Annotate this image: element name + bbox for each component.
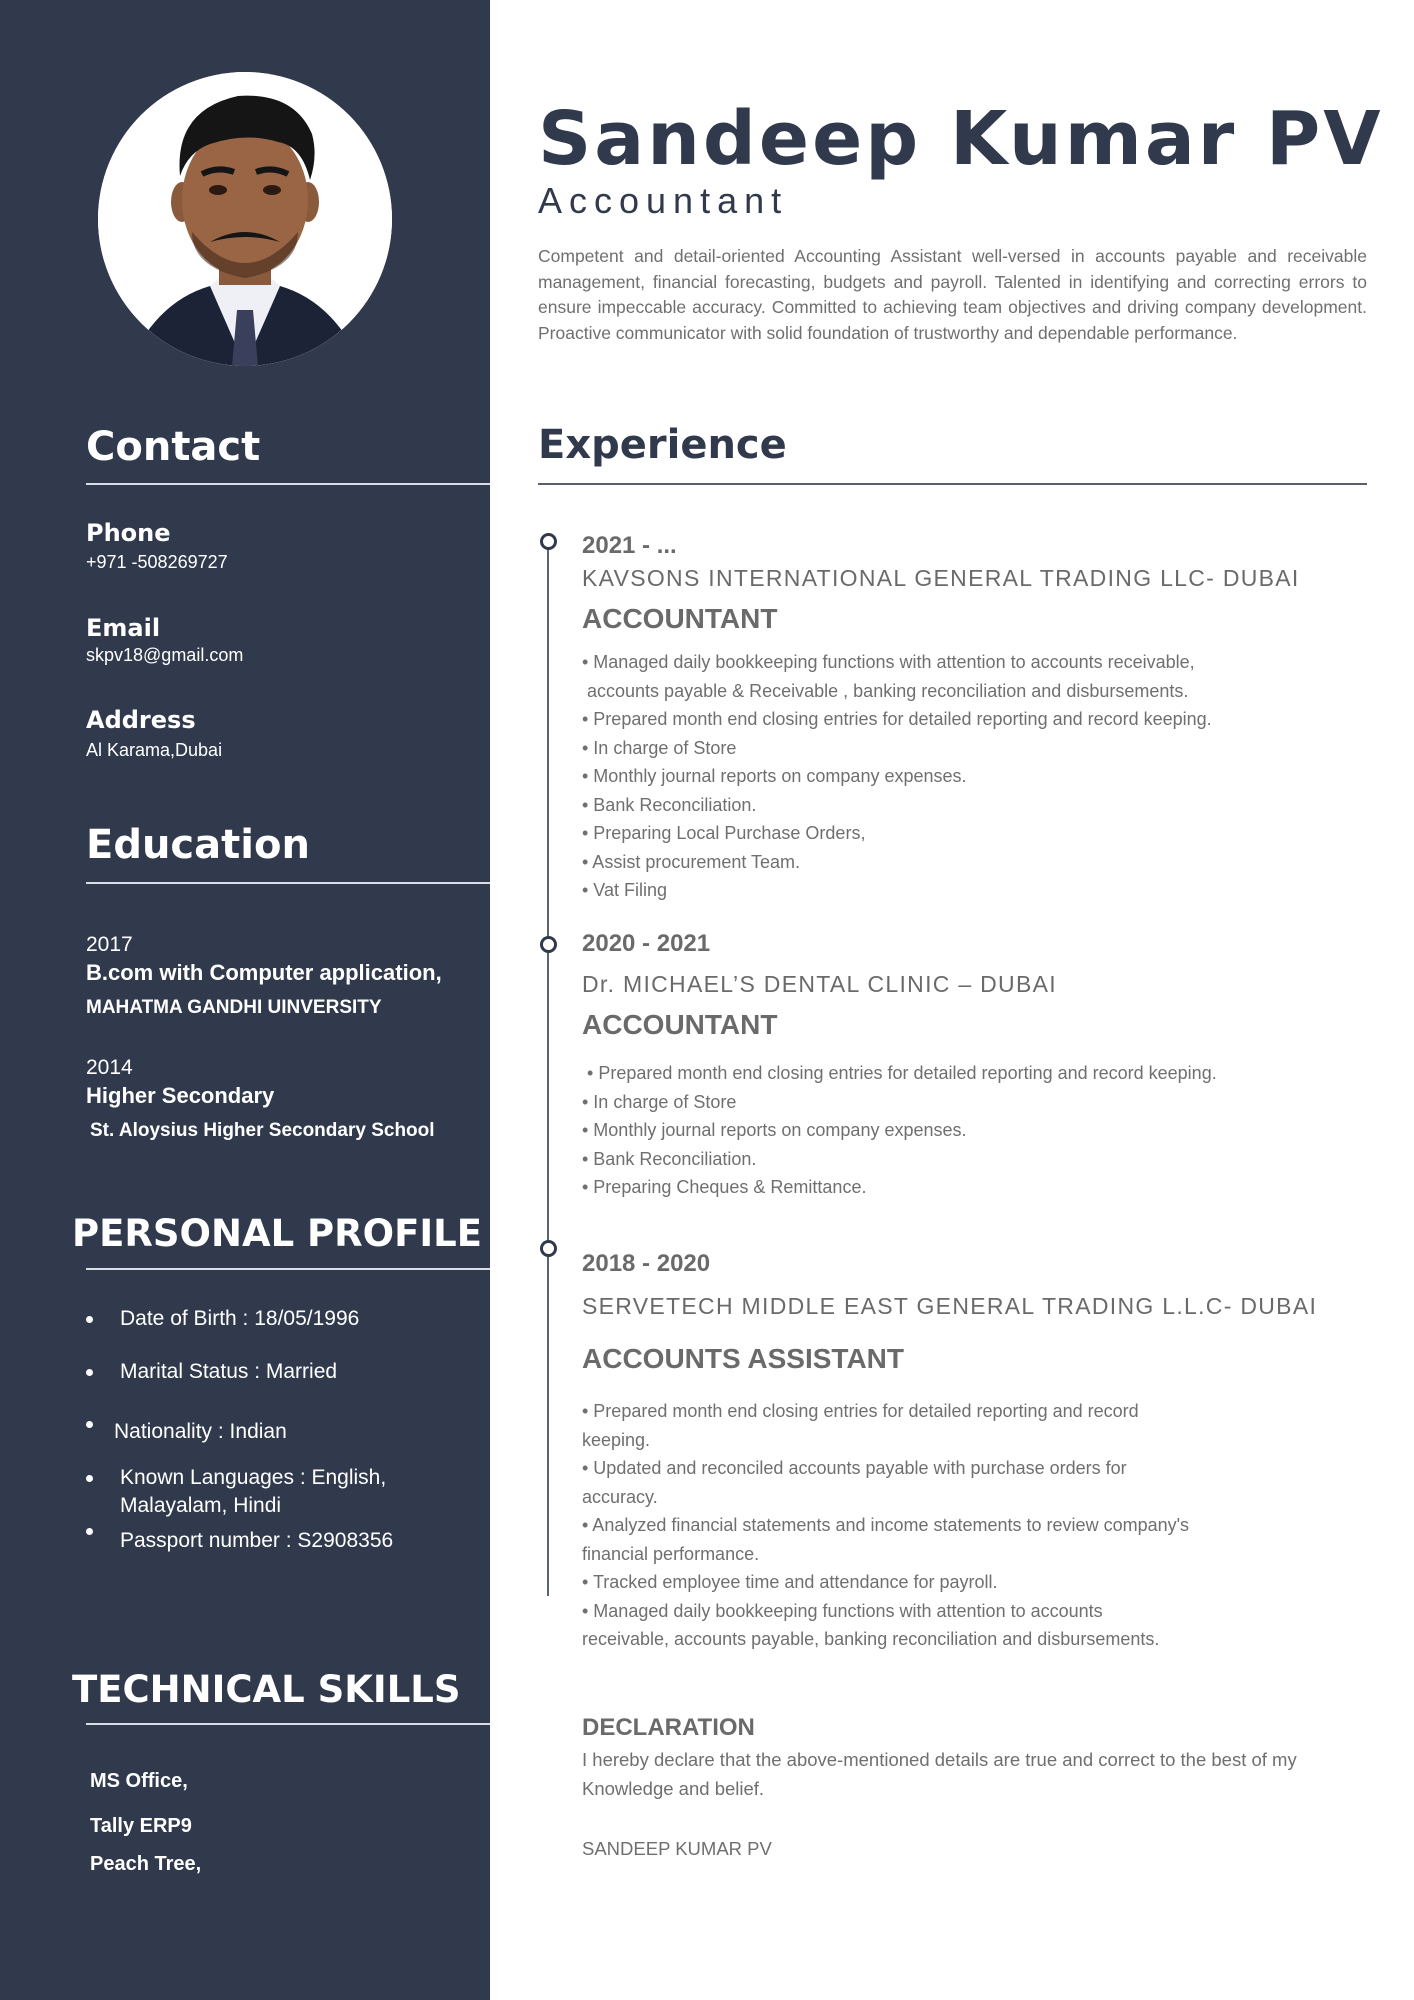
person-name: Sandeep Kumar PV [538,96,1384,182]
profile-summary: Competent and detail-oriented Accounting Assistant well-versed in accounts payable and receivable management, financial forecasting, budgets and payroll. Talented in identifying and correcting errors to ensure impeccable accuracy. Committed to achieving team objectives and driving company development. Proactive communicator with solid foundation of trustworthy and dependable performance. [538,246,1367,343]
timeline-line [547,548,549,1596]
duty-item: • Monthly journal reports on company expenses. [582,1120,967,1140]
job-title: ACCOUNTS ASSISTANT [582,1343,904,1374]
bullet-dot [86,1421,93,1428]
duty-item: • Prepared month end closing entries for detailed reporting and record keeping. [582,709,1212,729]
job-period: 2021 - ... [582,532,677,559]
bullet-dot [86,1316,93,1323]
timeline-node [540,533,557,550]
profile-item-dob: Date of Birth : 18/05/1996 [120,1307,360,1330]
job-company: KAVSONS INTERNATIONAL GENERAL TRADING LLC- DUBAI [582,565,1300,591]
portrait-image [98,72,392,366]
profile-item-nationality: Nationality : Indian [114,1420,287,1443]
education-school: St. Aloysius Higher Secondary School [90,1120,435,1141]
bullet-dot [86,1369,93,1376]
duty-item: • Managed daily bookkeeping functions with attention to accounts receivable, [582,652,1195,672]
duty-item: receivable, accounts payable, banking reconciliation and disbursements. [582,1629,1160,1649]
address-label: Address [86,706,196,734]
duty-item: keeping. [582,1429,651,1450]
address-value: Al Karama,Dubai [86,740,223,760]
contact-heading: Contact [86,424,261,470]
duty-item: • Bank Reconciliation. [582,794,757,815]
personal-profile-heading: PERSONAL PROFILE [72,1212,482,1255]
duty-item: • In charge of Store [582,737,737,758]
job-duties [582,1059,1342,1202]
phone-value: +971 -508269727 [86,552,228,572]
skill-item: MS Office, [90,1770,188,1792]
job-duties [582,1397,1342,1654]
duty-item: • Analyzed financial statements and income statements to review company's [582,1515,1190,1535]
duty-item: • Vat Filing [582,880,667,900]
profile-item-marital: Marital Status : Married [120,1360,338,1383]
phone-label: Phone [86,519,171,547]
job-period: 2018 - 2020 [582,1250,711,1277]
experience-heading: Experience [538,422,787,468]
technical-skills-heading: TECHNICAL SKILLS [72,1668,461,1711]
duty-item: • Monthly journal reports on company expenses. [582,766,967,786]
duty-item: • In charge of Store [582,1091,737,1112]
duty-item: financial performance. [582,1543,760,1564]
profile-photo [98,72,392,366]
skill-item: Tally ERP9 [90,1815,192,1837]
email-label: Email [86,614,161,642]
job-company: Dr. MICHAEL’S DENTAL CLINIC – DUBAI [582,971,1057,997]
timeline-node [540,1240,557,1257]
education-year: 2014 [86,1056,133,1079]
technical-skills-divider [86,1723,490,1725]
education-school: MAHATMA GANDHI UINVERSITY [86,997,382,1018]
sidebar [0,0,490,2000]
job-title: ACCOUNTANT [582,603,778,634]
education-divider [86,882,490,884]
duty-item: • Tracked employee time and attendance for payroll. [582,1572,998,1592]
duty-item: • Preparing Local Purchase Orders, [582,823,866,843]
skill-item: Peach Tree, [90,1853,202,1875]
duty-item: accounts payable & Receivable , banking reconciliation and disbursements. [582,680,1189,701]
education-degree: B.com with Computer application, [86,960,442,985]
declaration-signature: SANDEEP KUMAR PV [582,1838,772,1859]
bullet-dot [86,1528,93,1535]
duty-item: • Updated and reconciled accounts payable with purchase orders for [582,1458,1127,1478]
timeline-node [540,936,557,953]
job-duties [582,648,1342,905]
declaration-heading: DECLARATION [582,1714,755,1741]
duty-item: • Bank Reconciliation. [582,1148,757,1169]
duty-item: accuracy. [582,1486,658,1507]
personal-profile-divider [86,1268,490,1270]
profile-item-passport: Passport number : S2908356 [120,1529,394,1552]
declaration-text: I hereby declare that the above-mentioned details are true and correct to the best of my Knowledge and belief. [582,1749,1297,1799]
job-company: SERVETECH MIDDLE EAST GENERAL TRADING L.L.C- DUBAI [582,1293,1318,1319]
job-period: 2020 - 2021 [582,930,711,957]
contact-divider [86,483,490,485]
education-heading: Education [86,822,310,868]
education-year: 2017 [86,933,133,956]
job-title: ACCOUNTANT [582,1009,778,1040]
person-role: Accountant [538,180,789,221]
duty-item: • Prepared month end closing entries for detailed reporting and record keeping. [582,1063,1217,1083]
duty-item: • Assist procurement Team. [582,851,801,872]
duty-item: • Preparing Cheques & Remittance. [582,1177,867,1197]
duty-item: • Managed daily bookkeeping functions with attention to accounts [582,1600,1103,1621]
duty-item: • Prepared month end closing entries for detailed reporting and record [582,1401,1139,1421]
profile-item-languages: Known Languages : English, Malayalam, Hindi [120,1466,387,1517]
bullet-dot [86,1475,93,1482]
email-value: skpv18@gmail.com [86,645,244,665]
experience-divider [538,483,1367,485]
education-degree: Higher Secondary [86,1083,275,1108]
